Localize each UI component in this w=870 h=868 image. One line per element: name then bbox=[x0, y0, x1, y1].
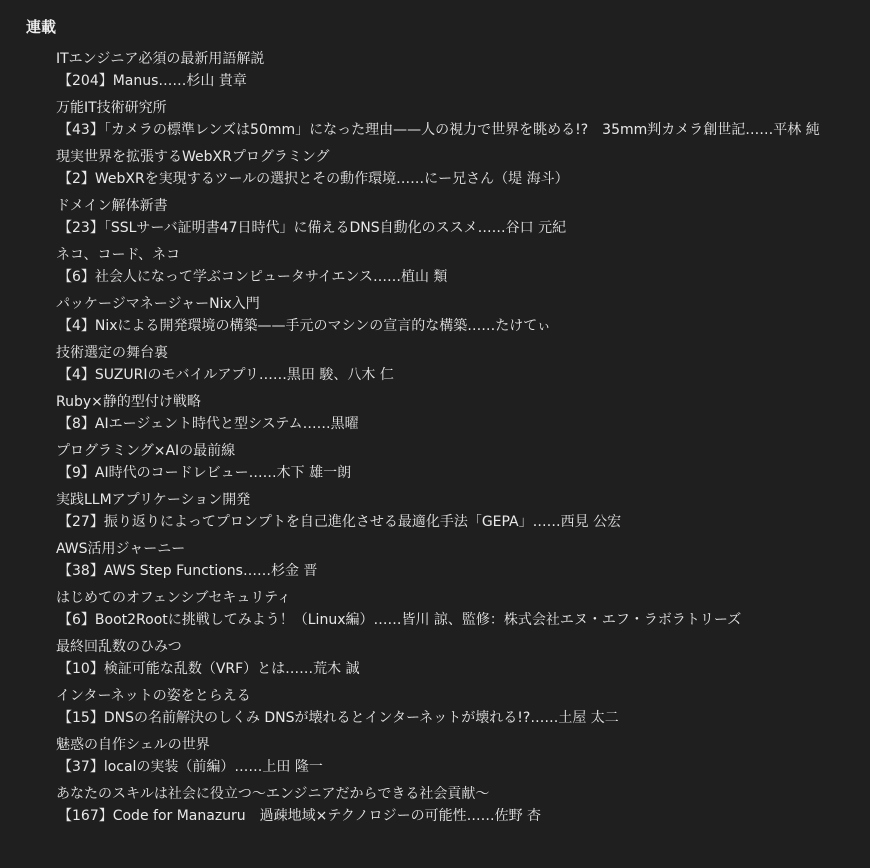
series-name[interactable]: プログラミング×AIの最前線 bbox=[56, 443, 236, 459]
series-entry bbox=[56, 587, 846, 632]
series-entry bbox=[56, 636, 846, 681]
article-title[interactable]: 【23】「SSLサーバ証明書47日時代」に備えるDNS自動化のススメ……谷口 元紀 bbox=[58, 220, 567, 236]
series-name[interactable]: ネコ、コード、ネコ bbox=[56, 247, 181, 263]
article-title[interactable]: 【38】AWS Step Functions……杉金 晋 bbox=[58, 563, 318, 579]
series-name[interactable]: 万能IT技術研究所 bbox=[56, 100, 167, 116]
series-name[interactable]: AWS活用ジャーニー bbox=[56, 541, 186, 557]
series-entry bbox=[56, 538, 846, 583]
series-name[interactable]: 技術選定の舞台裏 bbox=[56, 345, 168, 361]
series-name[interactable]: 実践LLMアプリケーション開発 bbox=[56, 492, 251, 508]
article-title[interactable]: 【9】AI時代のコードレビュー……木下 雄一朗 bbox=[58, 465, 352, 481]
series-name[interactable]: あなたのスキルは社会に役立つ〜エンジニアだからできる社会貢献〜 bbox=[56, 786, 490, 802]
article-title[interactable]: 【43】「カメラの標準レンズは50mm」になった理由——人の視力で世界を眺める!? 35mm判カメラ創世記……平林 純 bbox=[58, 122, 820, 138]
article-title[interactable]: 【8】AIエージェント時代と型システム……黒曜 bbox=[58, 416, 359, 432]
series-entry bbox=[56, 734, 846, 779]
article-title[interactable]: 【167】Code for Manazuru 過疎地域×テクノロジーの可能性……佐野 杏 bbox=[58, 808, 542, 824]
series-list bbox=[56, 48, 846, 832]
series-name[interactable]: インターネットの姿をとらえる bbox=[56, 688, 251, 704]
series-entry bbox=[56, 342, 846, 387]
article-title[interactable]: 【4】SUZURIのモバイルアプリ……黒田 駿、八木 仁 bbox=[58, 367, 394, 383]
section-title: 連載 bbox=[26, 18, 57, 36]
series-entry bbox=[56, 489, 846, 534]
series-entry bbox=[56, 146, 846, 191]
series-entry bbox=[56, 685, 846, 730]
article-title[interactable]: 【4】Nixによる開発環境の構築——手元のマシンの宣言的な構築……たけてぃ bbox=[58, 318, 551, 334]
series-entry bbox=[56, 195, 846, 240]
series-name[interactable]: パッケージマネージャーNix入門 bbox=[56, 296, 260, 312]
series-name[interactable]: ITエンジニア必須の最新用語解説 bbox=[56, 51, 265, 67]
series-name[interactable]: Ruby×静的型付け戦略 bbox=[56, 394, 201, 410]
series-name[interactable]: 最終回乱数のひみつ bbox=[56, 639, 182, 655]
article-title[interactable]: 【6】社会人になって学ぶコンピュータサイエンス……植山 類 bbox=[58, 269, 448, 285]
series-entry bbox=[56, 244, 846, 289]
article-title[interactable]: 【6】Boot2Rootに挑戦してみよう！（Linux編）……皆川 諒、監修：株式会社エヌ・エフ・ラボラトリーズ bbox=[58, 612, 742, 628]
series-entry bbox=[56, 391, 846, 436]
series-entry bbox=[56, 293, 846, 338]
series-name[interactable]: 現実世界を拡張するWebXRプログラミング bbox=[56, 149, 330, 165]
series-name[interactable]: はじめてのオフェンシブセキュリティ bbox=[56, 590, 291, 606]
series-name[interactable]: ドメイン解体新書 bbox=[56, 198, 168, 214]
article-title[interactable]: 【204】Manus……杉山 貴章 bbox=[58, 73, 247, 89]
article-title[interactable]: 【27】振り返りによってプロンプトを自己進化させる最適化手法「GEPA」……西見 公宏 bbox=[58, 514, 622, 530]
article-title[interactable]: 【2】WebXRを実現するツールの選択とその動作環境……にー兄さん（堤 海斗） bbox=[58, 171, 569, 187]
article-title[interactable]: 【15】DNSの名前解決のしくみ DNSが壊れるとインターネットが壊れる!?……土屋 太二 bbox=[58, 710, 619, 726]
article-title[interactable]: 【37】localの実装（前編）……上田 隆一 bbox=[58, 759, 323, 775]
article-title[interactable]: 【10】検証可能な乱数（VRF）とは……荒木 誠 bbox=[58, 661, 360, 677]
series-entry bbox=[56, 97, 846, 142]
series-entry bbox=[56, 440, 846, 485]
series-entry bbox=[56, 48, 846, 93]
series-name[interactable]: 魅惑の自作シェルの世界 bbox=[56, 737, 210, 753]
series-entry bbox=[56, 783, 846, 828]
